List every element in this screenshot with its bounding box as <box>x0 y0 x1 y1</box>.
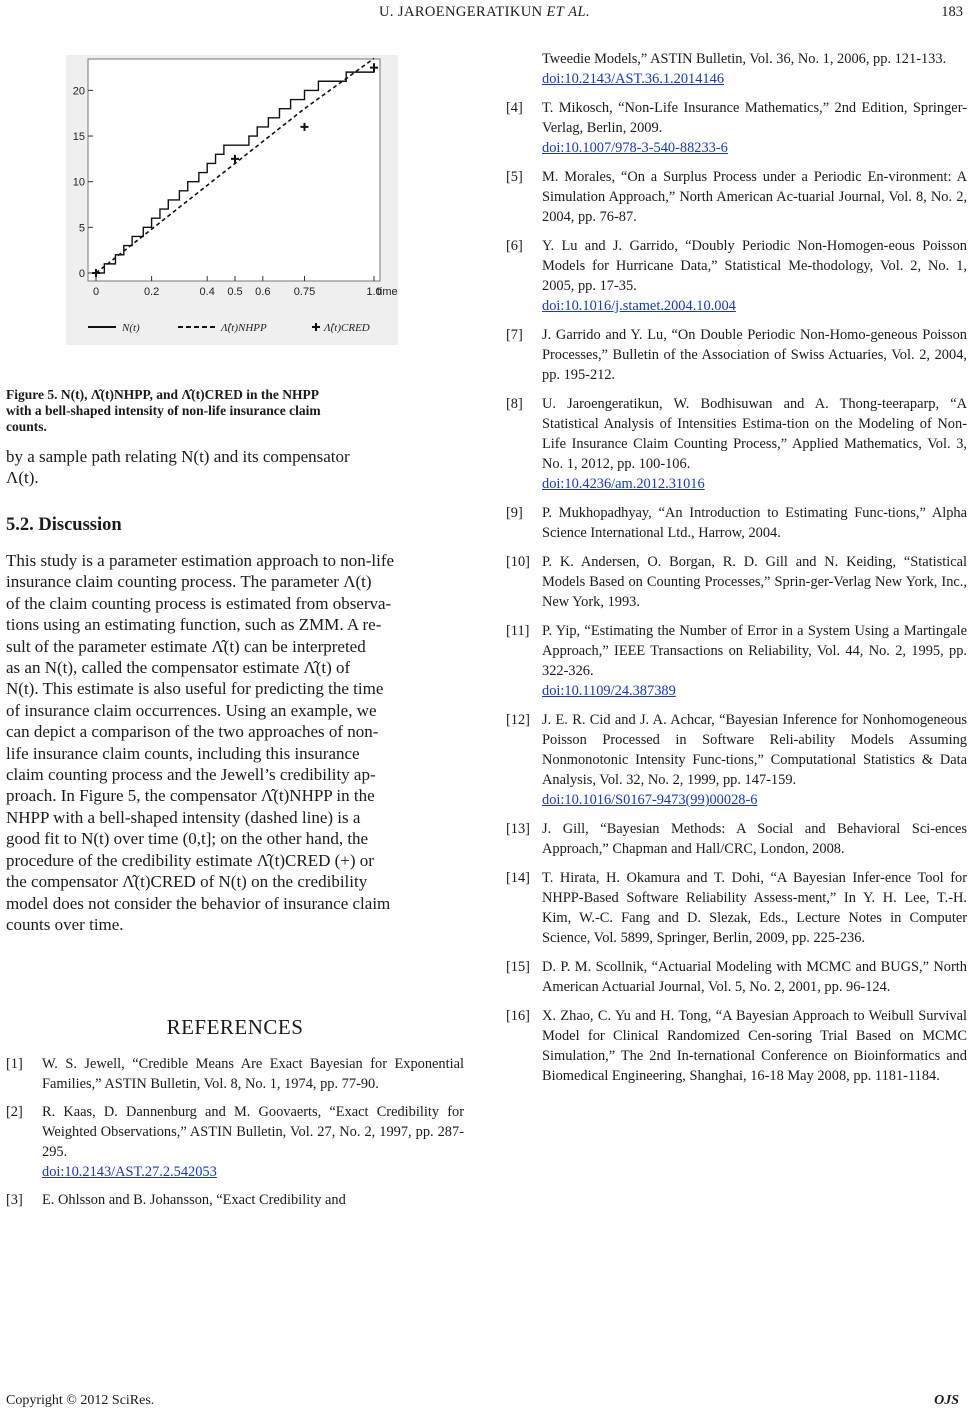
copyright: Copyright © 2012 SciRes. <box>6 1393 155 1408</box>
reference-item <box>506 710 967 810</box>
plot-area <box>88 59 380 281</box>
reference-number: [10] <box>506 554 530 570</box>
discussion-paragraph <box>6 550 464 935</box>
y-tick-label: 10 <box>72 176 85 189</box>
running-title-et: ET <box>546 4 565 20</box>
x-tick-label: 0.75 <box>293 286 316 298</box>
body-line: This study is a parameter estimation approach to non-life <box>6 551 395 570</box>
reference-number: [7] <box>506 327 523 343</box>
x-tick-label: 0.6 <box>255 286 271 298</box>
x-tick-label: 0.2 <box>143 286 160 298</box>
reference-number: [12] <box>506 712 530 728</box>
reference-item <box>506 621 967 701</box>
doi-link[interactable]: doi:10.1016/S0167-9473(99)00028-6 <box>542 792 758 808</box>
body-line: of insurance claim occurrences. Using an example, we <box>6 700 377 720</box>
body-line: procedure of the credibility estimate Λ̂(t)CRED (+) or <box>6 850 374 870</box>
reference-text: J. Garrido and Y. Lu, “On Double Periodic Non-Homo-geneous Poisson Processes,” Bulletin of the Association of Swiss Actuaries, Vol. 2, 2004, pp. 195-212. <box>542 327 967 383</box>
body-line: NHPP with a bell-shaped intensity (dashed line) is a <box>6 807 361 827</box>
y-tick-label: 15 <box>72 131 85 144</box>
y-tick-label: 0 <box>78 268 85 280</box>
reference-item <box>506 819 967 859</box>
body-line: counts over time. <box>6 914 124 934</box>
reference-text: U. Jaroengeratikun, W. Bodhisuwan and A. Thong-teeraparp, “A Statistical Analysis of Intensities Estima-tion on the Modeling of Non-Life Insurance Claim Counting Process,” Applied Mathematics, Vol. 3, No. 1, 2012, pp. 100-106. <box>542 396 967 472</box>
section-heading: 5.2. Discussion <box>6 515 122 535</box>
x-tick-label: 0.4 <box>199 286 215 298</box>
reference-text: D. P. M. Scollnik, “Actuarial Modeling with MCMC and BUGS,” North American Actuarial Journal, Vol. 5, No. 2, 2001, pp. 96-124. <box>542 959 967 995</box>
caption-line-3: counts. <box>6 419 47 434</box>
reference-text: P. Mukhopadhyay, “An Introduction to Estimating Func-tions,” Alpha Science International Ltd., Harrow, 2004. <box>542 505 967 541</box>
body-line: claim counting process and the Jewell’s credibility ap- <box>6 765 376 785</box>
running-title-authors: U. JAROENGERATIKUN <box>378 4 543 20</box>
reference-number: [14] <box>506 870 530 886</box>
reference-text: X. Zhao, C. Yu and H. Tong, “A Bayesian Approach to Weibull Survival Model for Clinical Randomized Cen-soring Trial Based on MCMC Simulation,” The 2nd In-ternational Conference on Bioinformatics and Biomedical Engineering, Shanghai, 16-18 May 2008, pp. 1181-1184. <box>542 1008 967 1084</box>
reference-item <box>506 325 967 385</box>
running-header <box>0 2 969 24</box>
reference-number: [8] <box>506 396 523 412</box>
body-line: good fit to N(t) over time (0,t]; on the other hand, the <box>6 829 369 849</box>
running-title <box>0 4 969 21</box>
body-line: Λ(t). <box>6 468 39 488</box>
figure-5 <box>66 55 398 345</box>
reference-item <box>506 236 967 316</box>
reference-item <box>506 167 967 227</box>
caption-line-2: with a bell-shaped intensity of non-life insurance claim <box>6 403 321 418</box>
reference-number: [15] <box>506 959 530 975</box>
reference-number: [9] <box>506 505 523 521</box>
body-line: by a sample path relating N(t) and its compensator <box>6 447 350 466</box>
y-tick-label: 20 <box>72 85 85 98</box>
body-line: as an N(t), called the compensator estimate Λ̂(t) of <box>6 658 351 678</box>
reference-item <box>6 1102 464 1182</box>
reference-text: T. Hirata, H. Okamura and T. Dohi, “A Bayesian Infer-ence Tool for NHPP-Based Software Reliability Assess-ment,” In Y. H. Lee, T.-H. Kim, W.-C. Fang and D. Slezak, Eds., Lecture Notes in Computer Science, Vol. 5899, Springer, Berlin, 2009, pp. 225-236. <box>542 870 967 946</box>
running-title-al: AL. <box>568 4 591 20</box>
reference-item <box>506 957 967 997</box>
reference-item <box>506 98 967 158</box>
references-right-column <box>506 49 967 1095</box>
legend-label: N(t) <box>122 322 140 334</box>
reference-item <box>6 1054 464 1094</box>
reference-text: M. Morales, “On a Surplus Process under a Periodic En-vironment: A Simulation Approach,” North American Ac-tuarial Journal, Vol. 8, No. 2, 2004, pp. 76-87. <box>542 169 967 225</box>
caption-line-1: N(t), Λ̂(t)NHPP, and Λ̂(t)CRED in the NHPP <box>60 387 319 402</box>
reference-item <box>506 49 967 89</box>
body-line: life insurance claim counts, including this insurance <box>6 743 360 763</box>
body-line: of the claim counting process is estimated from observa- <box>6 593 392 613</box>
caption-lead: Figure 5. <box>6 387 58 402</box>
reference-text: J. Gill, “Bayesian Methods: A Social and Behavioral Sci-ences Approach,” Chapman and Hall/CRC, London, 2008. <box>542 821 967 857</box>
reference-text: Tweedie Models,” ASTIN Bulletin, Vol. 36, No. 1, 2006, pp. 121-133. <box>542 51 947 67</box>
x-tick-label: 0 <box>92 286 100 298</box>
body-line: model does not consider the behavior of insurance claim <box>6 893 391 913</box>
doi-link[interactable]: doi:10.1016/j.stamet.2004.10.004 <box>542 298 736 314</box>
legend-label: Λ̂(t)CRED <box>324 322 370 334</box>
doi-link[interactable]: doi:10.1109/24.387389 <box>542 683 676 699</box>
reference-number: [1] <box>6 1056 23 1072</box>
reference-number: [2] <box>6 1104 23 1120</box>
body-line: sult of the parameter estimate Λ̂(t) can be interpreted <box>6 636 366 656</box>
body-line: proach. In Figure 5, the compensator Λ̂(t)NHPP in the <box>6 786 375 806</box>
figure-5-chart <box>66 55 398 345</box>
reference-text: R. Kaas, D. Dannenburg and M. Goovaerts, “Exact Credibility for Weighted Observations,” ASTIN Bulletin, Vol. 27, No. 2, 1997, pp. 287-295. <box>42 1104 464 1160</box>
body-line: the compensator Λ̂(t)CRED of N(t) on the credibility <box>6 872 368 892</box>
legend-label: Λ̂(t)NHPP <box>221 322 267 334</box>
body-line: N(t). This estimate is also useful for predicting the time <box>6 679 384 699</box>
y-tick-label: 5 <box>78 222 85 235</box>
reference-item <box>506 503 967 543</box>
reference-text: E. Ohlsson and B. Johansson, “Exact Credibility and <box>42 1192 346 1208</box>
reference-number: [4] <box>506 100 523 116</box>
references-left-column <box>6 1054 464 1218</box>
reference-item <box>506 552 967 612</box>
reference-number: [5] <box>506 169 523 185</box>
reference-number: [3] <box>6 1192 23 1208</box>
x-axis-label: time <box>376 286 398 298</box>
references-heading: REFERENCES <box>166 1015 304 1039</box>
reference-item <box>506 1006 967 1086</box>
page-number: 183 <box>941 4 963 20</box>
reference-text: P. Yip, “Estimating the Number of Error in a System Using a Martingale Approach,” IEEE Transactions on Reliability, Vol. 44, No. 2, 1995, pp. 322-326. <box>542 623 967 679</box>
x-tick-label: 1.0 <box>366 286 382 298</box>
body-line: insurance claim counting process. The parameter Λ(t) <box>6 572 372 592</box>
reference-text: W. S. Jewell, “Credible Means Are Exact Bayesian for Exponential Families,” ASTIN Bulletin, Vol. 8, No. 1, 1974, pp. 77-90. <box>42 1056 464 1092</box>
reference-number: [6] <box>506 238 523 254</box>
reference-number: [13] <box>506 821 530 837</box>
reference-number: [11] <box>506 623 530 639</box>
reference-text: T. Mikosch, “Non-Life Insurance Mathematics,” 2nd Edition, Springer-Verlag, Berlin, 2009. <box>542 100 967 136</box>
reference-text: P. K. Andersen, O. Borgan, R. D. Gill and N. Keiding, “Statistical Models Based on Counting Processes,” Sprin-ger-Verlag New York, Inc., New York, 1993. <box>542 554 967 610</box>
body-line: can depict a comparison of the two approaches of non- <box>6 722 379 742</box>
reference-item <box>506 394 967 494</box>
doi-link[interactable]: doi:10.1007/978-3-540-88233-6 <box>542 140 728 156</box>
body-line: tions using an estimating function, such as ZMM. A re- <box>6 615 382 635</box>
doi-link[interactable]: doi:10.2143/AST.36.1.2014146 <box>542 71 725 87</box>
x-tick-label: 0.5 <box>227 286 243 298</box>
doi-link[interactable]: doi:10.2143/AST.27.2.542053 <box>42 1164 217 1180</box>
reference-text: J. E. R. Cid and J. A. Achcar, “Bayesian Inference for Nonhomogeneous Poisson Processed in Software Reli-ability Models Assuming Nonmonotonic Intensity Func-tions,” Computational Statistics & Data Analysis, Vol. 32, No. 2, 1999, pp. 147-159. <box>542 712 967 788</box>
reference-item <box>6 1190 464 1210</box>
journal-abbrev: OJS <box>934 1393 959 1408</box>
doi-link[interactable]: doi:10.4236/am.2012.31016 <box>542 476 705 492</box>
reference-number: [16] <box>506 1008 530 1024</box>
paragraph-intro <box>6 446 464 489</box>
figure-caption <box>6 387 464 435</box>
reference-item <box>506 868 967 948</box>
reference-text: Y. Lu and J. Garrido, “Doubly Periodic Non-Homogen-eous Poisson Models for Hurricane Data,” Statistical Me-thodology, Vol. 2, No. 1, 2005, pp. 17-35. <box>542 238 967 294</box>
